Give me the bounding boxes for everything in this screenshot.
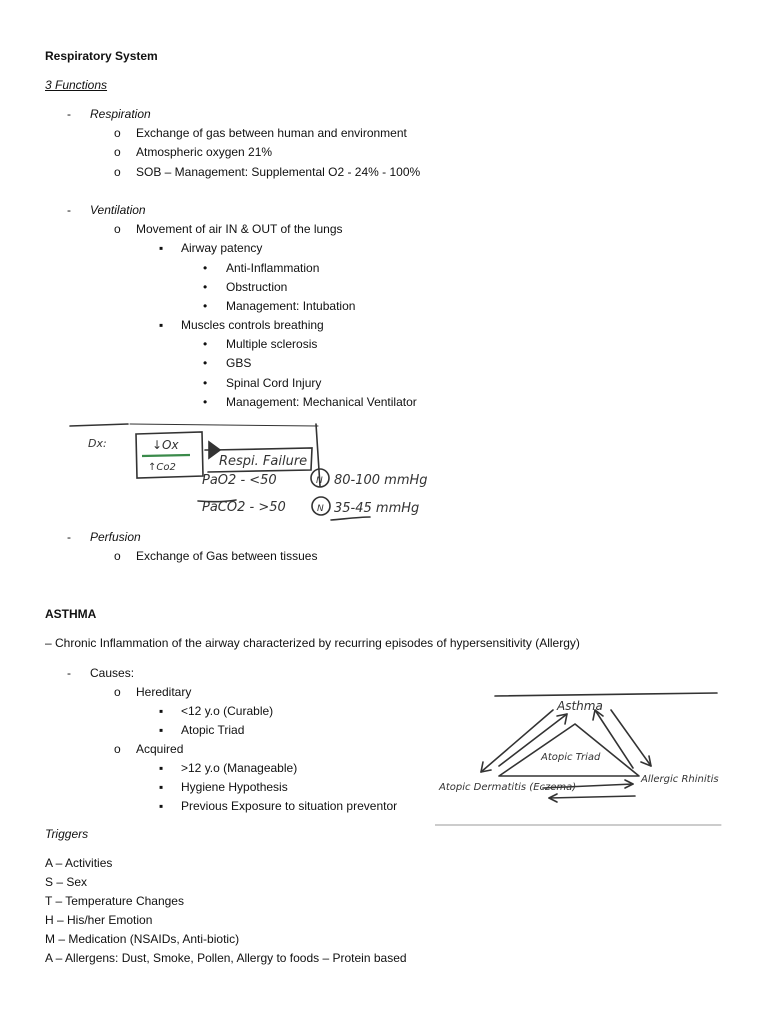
paco2-normal-range: 35-45 mmHg — [334, 501, 420, 516]
triggers-heading: Triggers — [45, 827, 89, 841]
dash-marker: - — [67, 666, 71, 680]
list-item: Anti-Inflammation — [226, 261, 320, 275]
bullet-marker: • — [203, 261, 208, 275]
square-marker: ▪ — [159, 761, 164, 775]
perfusion-label: Perfusion — [90, 530, 141, 544]
list-item: Hygiene Hypothesis — [181, 780, 288, 794]
respiratory-failure-sketch — [68, 418, 446, 524]
trigger-item: A – Activities — [45, 856, 113, 870]
bullet-marker: • — [203, 376, 208, 390]
bullet-marker: • — [203, 395, 208, 409]
circle-marker: o — [114, 222, 121, 236]
dash-marker: - — [67, 107, 71, 121]
circle-marker: o — [114, 685, 121, 699]
list-item: Atopic Triad — [181, 723, 245, 737]
circle-marker: o — [114, 165, 121, 179]
bullet-marker: • — [203, 356, 208, 370]
atopic-triad-label: Atopic Triad — [541, 752, 601, 763]
atopic-dermatitis-label: Atopic Dermatitis (Eczema) — [439, 782, 577, 793]
dx-label: Dx: — [88, 437, 107, 450]
allergic-rhinitis-label: Allergic Rhinitis — [641, 774, 719, 785]
list-item: GBS — [226, 356, 252, 370]
normal-marker: N — [317, 504, 324, 514]
list-item: Multiple sclerosis — [226, 337, 318, 351]
list-item: >12 y.o (Manageable) — [181, 761, 298, 775]
causes-label: Causes: — [90, 666, 135, 680]
trigger-item: S – Sex — [45, 875, 88, 889]
trigger-item: T – Temperature Changes — [45, 894, 184, 908]
bullet-marker: • — [203, 280, 208, 294]
high-co2-label: ↑Co2 — [148, 462, 176, 473]
pao2-value: PaO2 - <50 — [202, 473, 277, 488]
muscles-label: Muscles controls breathing — [181, 318, 324, 332]
list-item: Management: Intubation — [226, 299, 356, 313]
airway-patency-label: Airway patency — [181, 241, 263, 255]
ventilation-label: Ventilation — [90, 203, 146, 217]
square-marker: ▪ — [159, 780, 164, 794]
trigger-item: H – His/her Emotion — [45, 913, 153, 927]
list-item: Atmospheric oxygen 21% — [136, 145, 273, 159]
low-oxygen-label: ↓Ox — [152, 438, 179, 452]
circle-marker: o — [114, 742, 121, 756]
list-item: Exchange of Gas between tissues — [136, 549, 318, 563]
page-title: Respiratory System — [45, 49, 158, 63]
list-item: Exchange of gas between human and environment — [136, 126, 407, 140]
square-marker: ▪ — [159, 704, 164, 718]
square-marker: ▪ — [159, 241, 164, 255]
paco2-value: PaCO2 - >50 — [202, 500, 286, 515]
list-item: Obstruction — [226, 280, 288, 294]
trigger-item: A – Allergens: Dust, Smoke, Pollen, Allergy to foods – Protein based — [45, 951, 407, 965]
square-marker: ▪ — [159, 799, 164, 813]
asthma-definition: – Chronic Inflammation of the airway characterized by recurring episodes of hypersensitivity (Allergy) — [45, 636, 580, 650]
bullet-marker: • — [203, 299, 208, 313]
pao2-normal-range: 80-100 mmHg — [334, 473, 428, 488]
asthma-heading: ASTHMA — [45, 607, 97, 621]
circle-marker: o — [114, 549, 121, 563]
hereditary-label: Hereditary — [136, 685, 192, 699]
atopic-triad-sketch — [435, 686, 723, 828]
list-item: SOB – Management: Supplemental O2 - 24% - 100% — [136, 165, 421, 179]
circle-marker: o — [114, 126, 121, 140]
list-item: Spinal Cord Injury — [226, 376, 322, 390]
dash-marker: - — [67, 203, 71, 217]
list-item: Previous Exposure to situation preventor — [181, 799, 398, 813]
list-item: <12 y.o (Curable) — [181, 704, 274, 718]
acquired-label: Acquired — [136, 742, 184, 756]
respiratory-failure-label: Respi. Failure — [219, 454, 308, 469]
circle-marker: o — [114, 145, 121, 159]
list-item: Movement of air IN & OUT of the lungs — [136, 222, 343, 236]
dash-marker: - — [67, 530, 71, 544]
list-item: Management: Mechanical Ventilator — [226, 395, 417, 409]
normal-marker: N — [316, 476, 323, 486]
trigger-item: M – Medication (NSAIDs, Anti-biotic) — [45, 932, 240, 946]
square-marker: ▪ — [159, 318, 164, 332]
functions-heading: 3 Functions — [45, 78, 108, 92]
respiration-label: Respiration — [90, 107, 151, 121]
square-marker: ▪ — [159, 723, 164, 737]
bullet-marker: • — [203, 337, 208, 351]
asthma-label: Asthma — [557, 699, 603, 713]
